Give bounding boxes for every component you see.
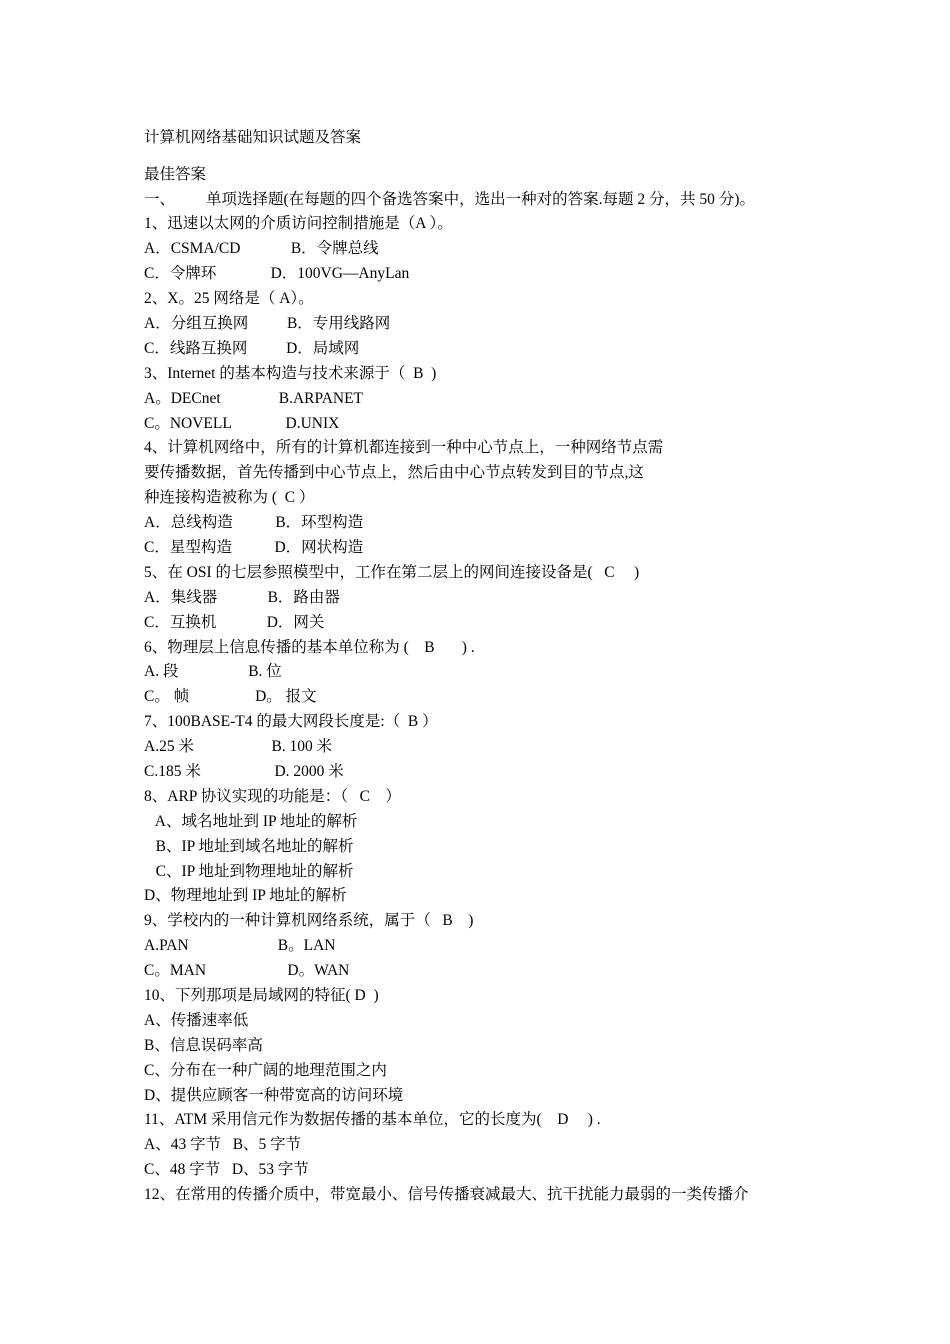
question-12: 12、在常用的传播介质中，带宽最小、信号传播衰减最大、抗干扰能力最弱的一类传播介 [144, 1186, 749, 1203]
text-line: 最佳答案 [144, 166, 207, 183]
option-line: D、提供应顾客一种带宽高的访问环境 [144, 1087, 404, 1104]
option-line: B、IP 地址到域名地址的解析 [144, 838, 354, 855]
section-heading: 一、 单项选择题(在每题的四个备选答案中，选出一种对的答案.每题 2 分，共 50 分)。 [144, 191, 755, 208]
option-line: A.25 米 B. 100 米 [144, 738, 333, 755]
question-7: 7、100BASE-T4 的最大网段长度是:（ B ） [144, 713, 438, 730]
question-11: 11、ATM 采用信元作为数据传播的基本单位，它的长度为( D ) . [144, 1111, 601, 1128]
option-line: C.185 米 D. 2000 米 [144, 763, 344, 780]
option-line: D、物理地址到 IP 地址的解析 [144, 887, 347, 904]
option-line: C．互换机 D．网关 [144, 614, 325, 631]
question-1: 1、迅速以太网的介质访问控制措施是（A ）。 [144, 215, 453, 232]
document-title: 计算机网络基础知识试题及答案 [144, 129, 362, 146]
option-line: C。 帧 D。 报文 [144, 688, 317, 705]
option-line: C．令牌环 D．100VG—AnyLan [144, 265, 410, 282]
option-line: C．线路互换网 D．局域网 [144, 340, 360, 357]
option-line: A.PAN B。LAN [144, 937, 336, 954]
option-line: C。NOVELL D.UNIX [144, 415, 340, 432]
option-line: A、43 字节 B、5 字节 [144, 1136, 302, 1153]
question-9: 9、学校内的一种计算机网络系统，属于（ B ) [144, 912, 474, 929]
question-5: 5、在 OSI 的七层参照模型中，工作在第二层上的网间连接设备是( C ) [144, 564, 640, 581]
option-line: C．星型构造 D．网状构造 [144, 539, 364, 556]
option-line: C、IP 地址到物理地址的解析 [144, 863, 354, 880]
option-line: C。MAN D。WAN [144, 962, 350, 979]
option-line: A．CSMA/CD B．令牌总线 [144, 240, 379, 257]
option-line: A。DECnet B.ARPANET [144, 390, 364, 407]
question-4-cont: 种连接构造被称为 ( C ） [144, 489, 315, 506]
option-line: A、域名地址到 IP 地址的解析 [144, 813, 358, 830]
option-line: A. 段 B. 位 [144, 663, 282, 680]
option-line: A、传播速率低 [144, 1012, 249, 1029]
option-line: C、分布在一种广阔的地理范围之内 [144, 1062, 387, 1079]
option-line: B、信息误码率高 [144, 1037, 263, 1054]
question-6: 6、物理层上信息传播的基本单位称为 ( B ) . [144, 639, 475, 656]
question-10: 10、下列那项是局域网的特征( D ) [144, 987, 379, 1004]
question-4: 4、计算机网络中，所有的计算机都连接到一种中心节点上，一种网络节点需 [144, 439, 664, 456]
option-line: A．集线器 B．路由器 [144, 589, 340, 606]
question-4-cont: 要传播数据，首先传播到中心节点上，然后由中心节点转发到目的节点,这 [144, 464, 644, 481]
option-line: A．总线构造 B．环型构造 [144, 514, 364, 531]
option-line: C、48 字节 D、53 字节 [144, 1161, 309, 1178]
question-2: 2、X。25 网络是（ A）。 [144, 290, 314, 307]
question-3: 3、Internet 的基本构造与技术来源于（ B ) [144, 365, 437, 382]
question-8: 8、ARP 协议实现的功能是：（ C ） [144, 788, 401, 805]
option-line: A．分组互换网 B．专用线路网 [144, 315, 391, 332]
